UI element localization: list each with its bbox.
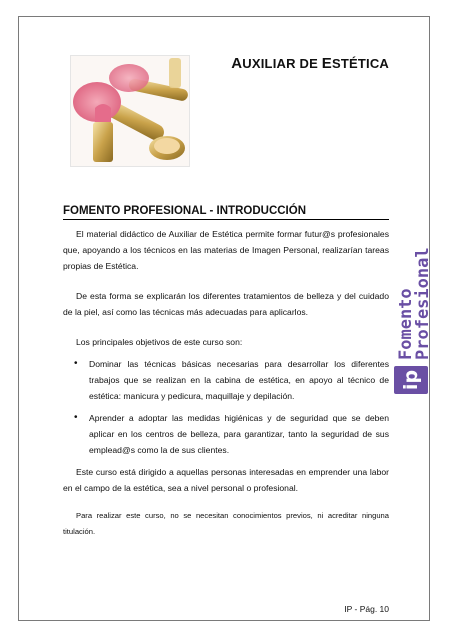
- body-text: [63, 226, 389, 540]
- ip-logo-icon: [394, 366, 428, 394]
- title-word-estetica: STÉTICA: [331, 56, 389, 71]
- objectives-intro: Los principales objetivos de este curso son:: [76, 337, 243, 347]
- brand-word-profesional: Profesional: [413, 247, 433, 360]
- objectives-list: [63, 356, 389, 458]
- title-word-auxiliar: UXILIAR DE: [242, 56, 322, 71]
- list-item: • Aprender a adoptar las medidas higiénicas y de seguridad que se deben aplicar en los centros de belleza, para garantizar, tanto la seguridad de sus emplead@s como la de sus clientes.: [63, 410, 389, 458]
- intro-paragraph: El material didáctico de Auxiliar de Estética permite formar futur@s profesionales que, apoyando a los técnicos en las materias de Imagen Personal, realizarían tareas propias de Estética.: [63, 229, 389, 271]
- treatments-paragraph: De esta forma se explicarán los diferentes tratamientos de belleza y del cuidado de la piel, así como las técnicas más adecuadas para aplicarlos.: [63, 291, 389, 317]
- page-number: IP - Pág. 10: [344, 604, 389, 614]
- requirements-paragraph: Para realizar este curso, no se necesitan conocimientos previos, ni acreditar ninguna titulación.: [63, 511, 389, 536]
- title-initial-a: A: [231, 55, 243, 72]
- makeup-brushes-image: [71, 56, 189, 166]
- audience-paragraph: Este curso está dirigido a aquellas personas interesadas en emprender una labor en el campo de la estética, sea a nivel personal o profesional.: [63, 467, 389, 493]
- cosmetics-photo: [70, 55, 190, 167]
- ip-logo-mark: ip: [400, 369, 422, 391]
- brand-word-fomento: Fomento: [396, 288, 416, 360]
- section-heading: FOMENTO PROFESIONAL - INTRODUCCIÓN: [63, 205, 389, 220]
- title-initial-e: E: [321, 55, 332, 72]
- list-item: • Dominar las técnicas básicas necesarias para desarrollar los diferentes trabajos que se realizan en la cabina de estética, en apoyo al técnico de estética: manicura y pedicura, maquillaje y depilación.: [63, 356, 389, 404]
- fomento-profesional-logo: [378, 238, 436, 398]
- document-title: [205, 55, 389, 72]
